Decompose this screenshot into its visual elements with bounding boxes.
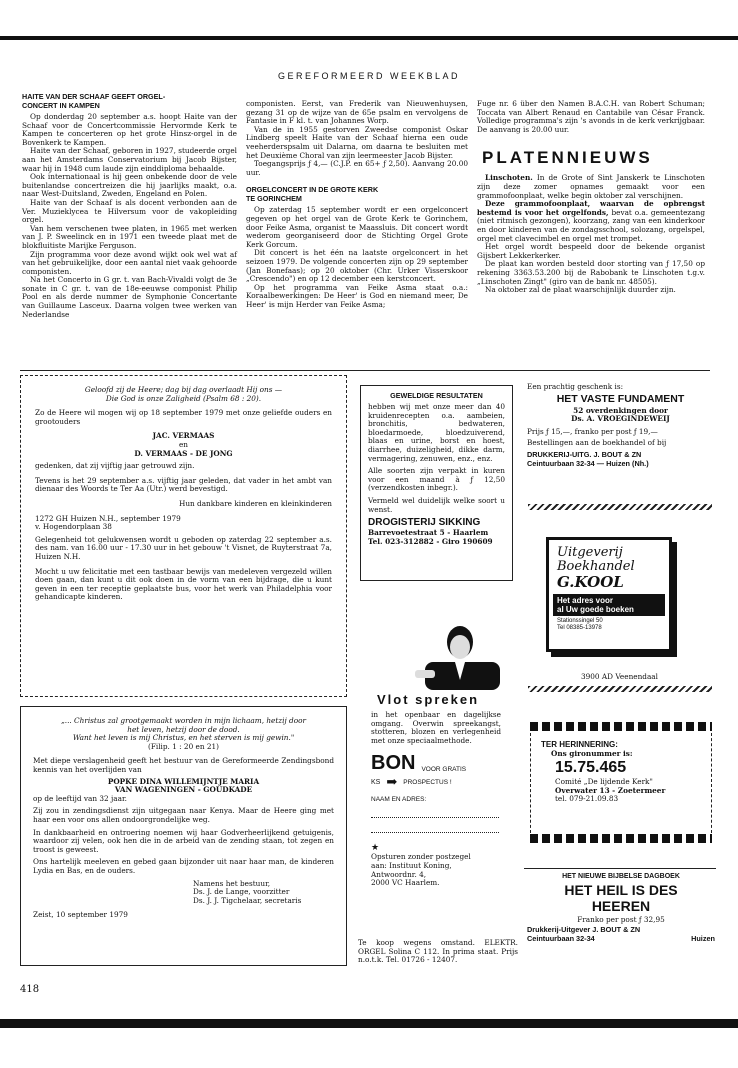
ad-intro: Een prachtig geschenk is:: [527, 382, 624, 391]
book-price: Prijs ƒ 15,—, franko per post ƒ 19,—: [527, 426, 658, 436]
giro-number: 15.75.465: [555, 759, 627, 777]
quote-ref: (Filip. 1 : 20 en 21): [147, 741, 220, 751]
lead-text: Linschoten.: [485, 173, 533, 183]
publisher-address: Ceintuurbaan 32-34 — Huizen (Nh.): [527, 458, 649, 468]
org-tel: tel. 079-21.09.83: [555, 794, 619, 804]
publisher-city: Huizen: [691, 933, 715, 943]
paragraph: Het orgel wordt bespeeld door de bekende organist Gijsbert Lekkerkerker.: [477, 242, 705, 260]
paragraph: bevat o.a. gemeentezang (niet ritmisch gezongen), koorzang, zang van een kinderkoor en door kinderen van de zondagsschool, solozang, orgelspel, orgel met clavecimbel en orgel met trompet.: [477, 207, 705, 243]
paragraph: Haite van der Schaaf is als docent verbonden aan de Ver. Muzieklycea te Hilversum voor de vakopleiding orgel.: [22, 197, 237, 225]
paragraph: In dankbaarheid en ontroering noemen wij haar Godverheerlijkend getuigenis, waardoor zij velen, ook hen die in de arbeid van de zending staan, tot zegen en troost is geweest.: [33, 827, 334, 854]
page-number: 418: [20, 984, 40, 995]
arrow-right-icon: ➡: [386, 775, 398, 791]
kool-tel: Tel 08385-13978: [557, 625, 602, 631]
kool-city: 3900 AD Veenendaal: [581, 672, 658, 681]
name-address-label: NAAM EN ADRES:: [371, 796, 427, 804]
bottom-rule: [0, 1019, 738, 1028]
text-line: gedenken, dat zij vijftig jaar getrouwd zijn.: [35, 461, 195, 471]
paragraph: Zijn programma voor deze avond wijkt ook wel wat af van het gebruikelijke, door een aantal niet vaak gehoorde componisten.: [22, 249, 237, 276]
date-line: Zeist, 10 september 1979: [33, 910, 128, 920]
kool-name: G.KOOL: [557, 573, 624, 591]
star-icon: ★: [371, 843, 380, 854]
article-haite-continued: [246, 100, 468, 309]
ad-title: TER HERINNERING:: [541, 740, 618, 749]
paragraph: Ook internationaal is hij geen onbekende door de vele buitenlandse concertreizen die hij jaarlijks maakt, o.a. naar West-Duitsland, Zweden, Engeland en Polen.: [22, 172, 237, 199]
announcement-vermaas: [20, 375, 347, 697]
bon-prospectus: PROSPECTUS !: [403, 779, 452, 787]
address-line: v. Hogendorplaan 38: [35, 522, 112, 532]
paragraph: De plaat kan worden besteld door storting van ƒ 17,50 op rekening 3363.53.200 bij de Rabobank te Linschoten t.g.v. „Linschoten Zingt" (giro van de bank nr. 48505).: [477, 259, 705, 286]
age-text: op de leeftijd van 32 jaar.: [33, 793, 127, 803]
section-title-platennieuws: PLATENNIEUWS: [482, 148, 653, 168]
ad-vlot-spreken: [365, 620, 505, 950]
send-line: Opsturen zonder postzegel: [371, 852, 471, 862]
quote-line: „... Christus zal grootgemaakt worden in mijn lichaam, hetzij door: [60, 716, 306, 725]
ad-body: Vermeld wel duidelijk welke soort u wenst.: [368, 495, 505, 514]
article-haite: [22, 92, 237, 319]
paragraph: Op donderdag 20 september a.s. hoopt Haite van der Schaaf voor de Concertcommissie Hervormde Kerk te Kampen te concerteren op het grote Hinsz-orgel in de Bovenkerk te Kampen.: [22, 112, 237, 147]
paragraph: Na oktober zal de plaat waarschijnlijk duurder zijn.: [485, 285, 676, 295]
article-title-line2: CONCERT IN KAMPEN: [22, 101, 100, 110]
name-wife: D. VERMAAS - DE JONG: [134, 448, 233, 458]
paragraph: Van hem verschenen twee platen, in 1965 met werken van J. P. Sweelinck en in 1971 een tweede plaat met de blokfluitiste Marijke Ferguson.: [22, 223, 237, 250]
speaker-photo: [365, 620, 505, 690]
book-title: HET HEIL IS DES: [564, 881, 678, 898]
book-price: Franko per post ƒ 32,95: [577, 914, 665, 924]
section-divider: [20, 370, 710, 371]
paragraph: Dit concert is het één na laatste orgelconcert in het seizoen 1979. De volgende concerten zijn op 29 september (Jan Bonefaas); op 20 oktober (Chr. Urker Visserskoor „Crescendo") en op 12 december een kerstconcert.: [246, 248, 468, 284]
signature: Hun dankbare kinderen en kleinkinderen: [178, 498, 332, 508]
send-line: aan: Instituut Koning,: [371, 860, 452, 870]
top-rule: [0, 36, 738, 40]
announcement-goudkade: [20, 706, 347, 966]
quote-line: Die God is onze Zaligheid (Psalm 68 : 20).: [105, 393, 262, 403]
reception-text: Gelegenheid tot gelukwensen wordt u geboden op zaterdag 22 september a.s. des nam. van 16.00 uur - 17.30 uur in het gebouw 't Visnet, de Ruyterstraat 7a, Huizen N.H.: [35, 534, 332, 561]
form-line[interactable]: [371, 817, 499, 818]
intro-text: Zo de Heere wil mogen wij op 18 september 1979 met onze geliefde ouders en grootouders: [35, 408, 332, 426]
ad-body: in het openbaar en dagelijkse omgang. Overwin spreekangst, stotteren, blozen en verlegenheid met onze speciaalmethode.: [371, 710, 501, 745]
paragraph: Zij zou in zendingsdienst zijn uitgegaan naar Kenya. Maar de Heere ging met haar een voor ons allen ondoorgrondelijke weg.: [33, 806, 334, 824]
address-line: 1272 GH Huizen N.H., september 1979: [35, 513, 181, 523]
paragraph: Op zaterdag 15 september wordt er een orgelconcert gegeven op het orgel van de Grote Kerk te Gorinchem, door Feike Asma, organist te Maassluis. Dit concert wordt wederom georganiseerd door de Stichting Orgel Grote Kerk Gorcum.: [246, 205, 468, 249]
name-husband: JAC. VERMAAS: [152, 431, 215, 441]
form-line[interactable]: [371, 832, 499, 833]
kool-street: Stationssingel 50: [557, 618, 603, 624]
signature-line: Ds. J. de Lange, voorzitter: [193, 887, 290, 897]
ad-herinnering: [530, 733, 712, 833]
paragraph: In de Grote of Sint Janskerk te Linschoten zijn deze zomer opnames gemaakt voor een grammofoonplaat, welke begin oktober zal verschijnen.: [477, 173, 705, 200]
paragraph: Ons hartelijk meeleven en gebed gaan bijzonder uit naar haar man, de kinderen Lydia en Bas, en de ouders.: [33, 857, 334, 875]
quote-line: het leven, hetzij door de dood.: [127, 724, 240, 734]
deceased-name: VAN WAGENINGEN - GOUDKADE: [114, 785, 253, 795]
kool-line: Uitgeverij: [557, 545, 623, 560]
deceased-name: POPKE DINA WILLEMIJNTJE MARIA: [107, 776, 260, 786]
article-title-line2: TE GORINCHEM: [246, 194, 302, 204]
ad-body: Alle soorten zijn verpakt in kuren voor een maand à ƒ 12,50 (verzendkosten inbegr.).: [368, 466, 505, 493]
org-address: Overwater 13 - Zoetermeer: [555, 785, 666, 795]
ad-title: GEWELDIGE RESULTATEN: [390, 391, 483, 400]
decorative-border: [530, 722, 712, 731]
kool-slogan: Het adres voor: [557, 596, 614, 605]
ad-top: HET NIEUWE BIJBELSE DAGBOEK: [562, 873, 680, 880]
paragraph: Fuge nr. 6 über den Namen B.A.C.H. van Robert Schuman; Toccata van Albert Renaud en Cantabile van César Franck. Volledige programma's zijn 's avonds in de kerk verkrijgbaar. De aanvang is 20.00 uur.: [477, 99, 705, 134]
section-divider: [524, 868, 716, 869]
paragraph: Op het programma van Feike Asma staat o.a.: Koraalbewerkingen: De Heer' is God en niemand meer, De Heer' is mijn Herder van Feike Asma;: [246, 282, 468, 309]
conjunction: en: [178, 439, 189, 449]
ad-kool: [546, 537, 672, 652]
paragraph: Haite van der Schaaf, geboren in 1927, studeerde orgel aan het Amsterdams Conservatorium bij Jacob Bijster, waar hij in 1948 cum laude zijn einddiploma behaalde.: [22, 146, 237, 173]
publisher-address: Ceintuurbaan 32-34: [527, 933, 595, 943]
article-title-line1: HAITE VAN DER SCHAAF GEEFT ORGEL-: [22, 92, 166, 101]
signature-line: Namens het bestuur,: [193, 878, 271, 888]
publisher: Drukkerij-Uitgever J. BOUT & ZN: [527, 925, 641, 935]
shop-address: Barrevoetestraat 5 - Haarlem: [368, 528, 489, 538]
send-line: Antwoordnr. 4,: [371, 869, 427, 879]
paragraph: componisten. Eerst, van Frederik van Nieuwenhuysen, gezang 31 op de wijze van de 65e psalm en vervolgens de Fantasie in F kl. t. van Johannes Worp.: [246, 99, 468, 126]
decorative-border: [530, 834, 712, 843]
quote-line: Want het leven is mij Christus, en het sterven is mij gewin.": [72, 733, 295, 743]
article-platennieuws: [477, 100, 705, 295]
ad-fundament: [527, 383, 714, 468]
quote-line: Geloofd zij de Heere; dag bij dag overlaadt Hij ons —: [84, 385, 283, 394]
intro-text: Met diepe verslagenheid geeft het bestuur van de Gereformeerde Zendingsbond kennis van het overlijden van: [33, 756, 334, 774]
article-title-line1: ORGELCONCERT IN DE GROTE KERK: [246, 185, 379, 195]
bon-label: BON: [371, 752, 416, 775]
bon-ks: KS: [371, 779, 381, 787]
decorative-border: [528, 504, 712, 510]
ad-sub: Ons gironummer is:: [551, 748, 633, 758]
signature-line: Ds. J. J. Tigchelaar, secretaris: [193, 895, 302, 905]
shop-name: DROGISTERIJ SIKKING: [368, 517, 481, 529]
book-title: HEEREN: [591, 897, 651, 914]
bon-voor: VOOR GRATIS: [421, 766, 467, 774]
publisher: DRUKKERIJ-UITG. J. BOUT & ZN: [527, 449, 642, 459]
gift-text: Mocht u uw felicitatie met een tastbaar bewijs van medeleven vergezeld willen doen gaan, dan kunt u dit ook doen in de vorm van een bijdrage, die u kunt geven in een ter receptie geplaatste bus, voor het werk van Philadelphia voor gehandicapte kinderen.: [35, 566, 332, 602]
kool-line: Boekhandel: [557, 559, 635, 574]
kool-slogan: al Uw goede boeken: [557, 605, 634, 614]
book-sub: 52 overdenkingen door: [573, 405, 668, 415]
book-title: HET VASTE FUNDAMENT: [556, 392, 685, 405]
book-author: Ds. A. VROEGINDEWEIJ: [571, 414, 670, 424]
send-line: 2000 VC Haarlem.: [371, 878, 440, 888]
lead-text: Deze grammofoonplaat, waarvan de opbrengst bestemd is voor het orgelfonds,: [477, 199, 705, 217]
org-name: Comité „De lijdende Kerk": [555, 777, 653, 787]
order-text: Bestellingen aan de boekhandel of bij: [527, 438, 667, 448]
paragraph: Van de in 1955 gestorven Zweedse componist Oskar Lindberg speelt Haite van der Schaaf hierna een oude veeherderspsalm uit Dalarna, om daarna te besluiten met het Deuxième Choral van zijn leermeester Jacob Bijster.: [246, 124, 468, 160]
ad-title: Vlot spreken: [377, 692, 480, 707]
ad-heil: [527, 873, 715, 943]
ad-sikking: [360, 385, 513, 581]
paragraph: Toegangsprijs ƒ 4,— (C.J.P. en 65+ ƒ 2,50). Aanvang 20.00 uur.: [246, 159, 468, 177]
shop-phone: Tel. 023-312882 - Giro 190609: [368, 536, 493, 546]
ad-body: hebben wij met onze meer dan 40 kruidenrecepten o.a. aambeien, bronchitis, bedwateren, bloedarmoede, bloedzuiverend, blaas en urine, borst en hoest, diarrhee, duizeligheid, dikke darm, vermagering, zenuwen, enz., enz.: [368, 402, 505, 463]
page-header-title: GEREFORMEERD WEEKBLAD: [277, 71, 461, 81]
text-line: Tevens is het 29 september a.s. vijftig jaar geleden, dat vader in het ambt van dienaar des Woords te Ter Aa (Utr.) werd bevestigd.: [35, 475, 332, 494]
ad-orgel: Te koop wegens omstand. ELEKTR. ORGEL Solina C 112. In prima staat. Prijs n.o.t.k. Tel. 01726 - 12407.: [358, 938, 518, 965]
decorative-border: [528, 686, 712, 692]
paragraph: Na het Concerto in G gr. t. van Bach-Vivaldi volgt de 3e sonate in C gr. t. van de 18e-eeuwse componist Philip Pool en als derde nummer de Symphonie Concertante van Guillaume Lasceux. Daarna volgen twee werken van Nederlandse: [22, 275, 237, 319]
